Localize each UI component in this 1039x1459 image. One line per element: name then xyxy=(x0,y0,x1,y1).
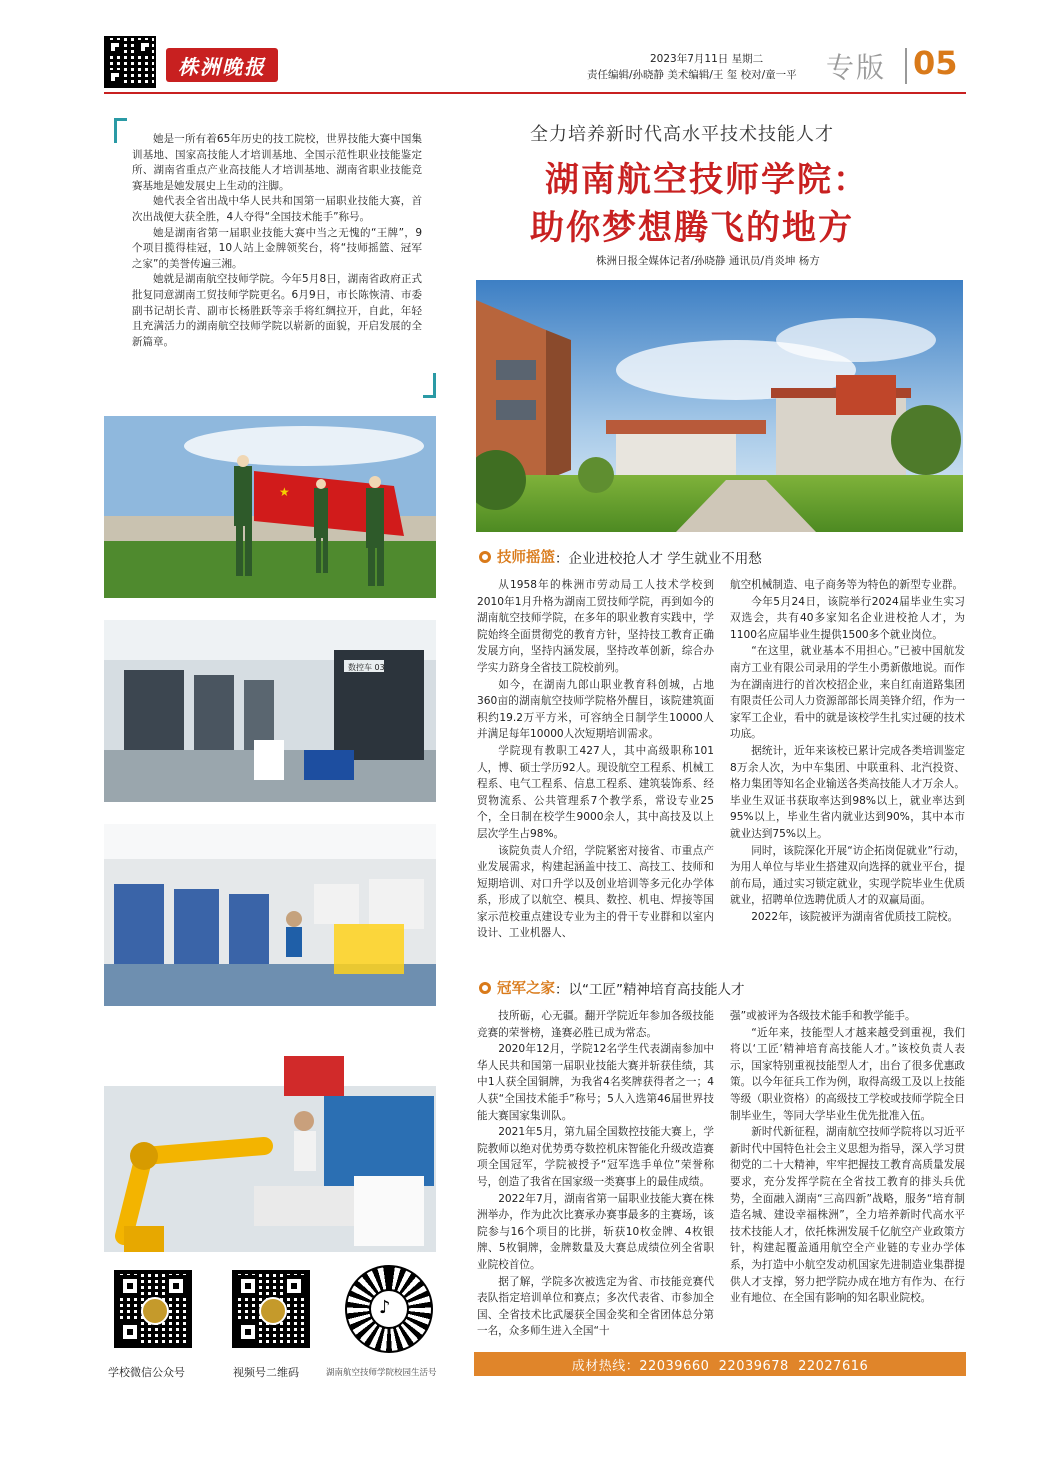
section-bullet-icon xyxy=(479,982,491,994)
section-title: 冠军之家 xyxy=(497,981,555,997)
article-paragraph: 强”或被评为各级技术能手和教学能手。 xyxy=(730,1010,916,1022)
section-heading-2 xyxy=(479,977,745,998)
newspaper-logo-text: 株洲晚报 xyxy=(178,54,266,79)
page-number-divider xyxy=(905,48,907,84)
article-paragraph: 据统计，近年来该校已累计完成各类培训鉴定8万余人次，为中车集团、中联重科、北汽投资、格力集团等知名企业输送各类高技能人才万余人。毕业生双证书获取率达到98%以上，就业率达到95%以上，毕业生省内就业达到90%，其中本市就业达到75%以上。 xyxy=(730,744,965,840)
qr-code-wechat[interactable] xyxy=(114,1270,192,1348)
article-paragraph: 学院现有教职工427人，其中高级职称101人，博、硕士学历92人。现设航空工程系、机械工程系、电气工程系、信息工程系、建筑装饰系、经贸物流系、公共管理系7个教学系，常设专业25个，全日制在校学生9000余人，其中高技及以上层次学生占98%。 xyxy=(477,744,714,840)
section2-column1 xyxy=(477,1008,714,1340)
byline: 株洲日报全媒体记者/孙晓静 通讯员/肖炎坤 杨方 xyxy=(596,255,820,267)
section-subtitle: ：以“工匠”精神培育高技能人才 xyxy=(555,981,745,998)
article-paragraph: 技所砺，心无疆。翻开学院近年参加各级技能竞赛的荣誉榜，逢赛必胜已成为常态。 xyxy=(477,1010,714,1039)
intro-paragraph: 她是一所有着65年历史的技工院校，世界技能大赛中国集训基地、国家高技能人才培训基地、全国示范性职业技能鉴定所、湖南省重点产业高技能人才培训基地、湖南省职业技能竞赛基地是她发展史上生动的注脚。 xyxy=(132,133,422,192)
qr-code-douyin[interactable] xyxy=(345,1265,433,1353)
qr-label-douyin: 湖南航空技师学院校园生活号 xyxy=(326,1368,437,1378)
article-paragraph: “在这里，就业基本不用担心。”已被中国航发南方工业有限公司录用的学生小勇新傲地说。而作为在湖南进行的首次校招企业，来自红南道路集团有限责任公司人力资源部部长周美锋介绍，作为一家军工企业，看中的就是该校学生扎实过硬的技术功底。 xyxy=(730,645,965,741)
intro-box xyxy=(114,118,436,398)
date-line: 2023年7月11日 星期二 xyxy=(650,53,764,65)
article-paragraph: 2021年5月，第九届全国数控技能大赛上，学院教师以绝对优势勇夺数控机床智能化升级改造赛项全国冠军，学院被授予“冠军选手单位”荣誉称号，创造了我省在国家级一类赛事上的最佳成绩。 xyxy=(477,1126,714,1188)
qr-code-video[interactable] xyxy=(232,1270,310,1348)
page-number: 05 xyxy=(913,44,958,82)
qr-label-video: 视频号二维码 xyxy=(233,1366,299,1379)
robot-arm-photo xyxy=(104,1036,436,1252)
section1-column2 xyxy=(730,577,965,925)
intro-paragraph: 她就是湖南航空技师学院。今年5月8日，湖南省政府正式批复同意湖南工贸技师学院更名。6月9日，市长陈恢清、市委副书记胡长青、副市长杨胜跃等亲手将红绸拉开，自此，年轻且充满活力的湖南航空技师学院以崭新的面貌，开启发展的全新篇章。 xyxy=(132,273,422,348)
article-paragraph: 同时，该院深化开展“访企拓岗促就业”行动，为用人单位与毕业生搭建双向选择的就业平台，提前布局，通过实习锁定就业，实现学院毕业生优质就业，招聘单位选聘优质人才的双赢局面。 xyxy=(730,844,965,907)
workshop-sign-text: 数控车 03 xyxy=(348,663,385,672)
section-subtitle: ：企业进校抢人才 学生就业不用愁 xyxy=(555,550,762,567)
automation-lab-photo xyxy=(104,824,436,1006)
article-paragraph: 今年5月24日，该院举行2024届毕业生实习双选会，共有40多家知名企业进校抢人才，为1100名应届毕业生提供1500多个就业岗位。 xyxy=(730,595,965,641)
masthead-qr-code xyxy=(104,36,156,88)
masthead-rule xyxy=(104,92,966,94)
section-heading-1 xyxy=(479,546,762,567)
section2-column2 xyxy=(730,1008,965,1307)
article-paragraph: 该院负责人介绍，学院紧密对接省、市重点产业发展需求，构建起涵盖中技工、高技工、技师和短期培训、对口升学以及创业培训等多元化办学体系，形成了以航空、模具、数控、机电、焊接等国家示范校重点建设专业为主的骨干专业群和以室内设计、工业机器人、 xyxy=(477,844,714,940)
intro-paragraph: 她是湖南省第一届职业技能大赛中当之无愧的“王牌”，9个项目揽得桂冠，10人站上金牌领奖台，将“技师摇篮、冠军之家”的美誉传遍三湘。 xyxy=(132,226,422,270)
cnc-workshop-photo xyxy=(104,620,436,802)
article-paragraph: 据了解，学院多次被选定为省、市技能竞赛代表队指定培训单位和赛点；多次代表省、市参加全国、全省技术比武屡获全国金奖和全省团体总分第一名，众多师生进入全国“十 xyxy=(477,1275,714,1338)
svg-text:★: ★ xyxy=(279,485,290,499)
section1-column1 xyxy=(477,577,714,942)
headline-kicker: 全力培养新时代高水平技术技能人才 xyxy=(530,124,834,145)
intro-paragraph: 她代表全省出战中华人民共和国第一届职业技能大赛，首次出战便大获全胜，4人夺得“全国技术能手”称号。 xyxy=(132,195,422,223)
douyin-icon: ♪ xyxy=(379,1297,391,1318)
article-paragraph: 航空机械制造、电子商务等为特色的新型专业群。 xyxy=(730,579,964,591)
editors-line: 责任编辑/孙晓静 美术编辑/王 玺 校对/童一平 xyxy=(587,69,797,81)
article-paragraph: 2022年，该院被评为湖南省优质技工院校。 xyxy=(751,910,959,923)
article-paragraph: “近年来，技能型人才越来越受到重视，我们将以‘工匠’精神培育高技能人才。”该校负责人表示，国家特别重视技能型人才，出台了很多优惠政策。以今年征兵工作为例，取得高级工及以上技能等级（职业资格）的高级技工学校或技师学院全日制毕业生，等同大学毕业生优先批准入伍。 xyxy=(730,1026,965,1122)
article-paragraph: 如今，在湖南九郎山职业教育科创城，占地360亩的湖南航空技师学院格外醒目，该院建筑面积约19.2万平方米，可容纳全日制学生10000人并满足每年10000人次短期培训需求。 xyxy=(477,678,714,741)
section-label: 专版 xyxy=(826,51,887,84)
article-paragraph: 新时代新征程，湖南航空技师学院将以习近平新时代中国特色社会主义思想为指导，深入学习贯彻党的二十大精神，牢牢把握技工教育高质量发展要求，充分发挥学院在全省技工教育的排头兵优势，全面融入湖南“三高四新”战略，服务“培育制造名城、建设幸福株洲”，全力培养新时代高水平技术技能人才，依托株洲发展千亿航空产业政策方针，构建起覆盖通用航空全产业链的专业办学体系，为打造中小航空发动机国家先进制造业集群提供人才支撑，努力把学院办成在地方有作为、在行业有地位、在全国有影响的知名职业院校。 xyxy=(730,1126,965,1305)
article-paragraph: 从1958年的株洲市劳动局工人技术学校到2010年1月升格为湖南工贸技师学院，再到如今的湖南航空技师学院，在多年的职业教育实践中，学院始终全面贯彻党的教育方针，坚持技工教育正确发展方向，坚持内涵发展，坚持改革创新，综合办学实力跻身全省技工院校前列。 xyxy=(477,579,714,674)
hotline-banner xyxy=(474,1352,966,1376)
headline-title-line2: 助你梦想腾飞的地方 xyxy=(530,208,854,248)
article-paragraph: 2020年12月，学院12名学生代表湖南参加中华人民共和国第一届职业技能大赛并斩获佳绩，其中1人获全国铜牌，为我省4名奖牌获得者之一；4人获“全国技术能手”称号；5人入选第46届世界技能大赛国家集训队。 xyxy=(477,1043,714,1122)
qr-label-wechat: 学校微信公众号 xyxy=(108,1366,185,1379)
newspaper-logo xyxy=(166,48,278,82)
intro-corner-top xyxy=(114,118,127,143)
campus-photo xyxy=(476,280,963,532)
section-title: 技师摇篮 xyxy=(497,550,555,566)
intro-corner-bottom xyxy=(423,373,436,398)
section-bullet-icon xyxy=(479,551,491,563)
article-paragraph: 2022年7月，湖南省第一届职业技能大赛在株洲举办，作为此次比赛承办赛事最多的主赛场，该院参与16个项目的比拼，斩获10枚金牌、4枚银牌、5枚铜牌，金牌数量及大赛总成绩位列全省职业院校首位。 xyxy=(477,1192,714,1271)
hotline-text: 成材热线：22039660 22039678 22027616 xyxy=(571,1358,869,1374)
headline-title-line1: 湖南航空技师学院： xyxy=(545,160,869,200)
flag-ceremony-photo xyxy=(104,416,436,598)
